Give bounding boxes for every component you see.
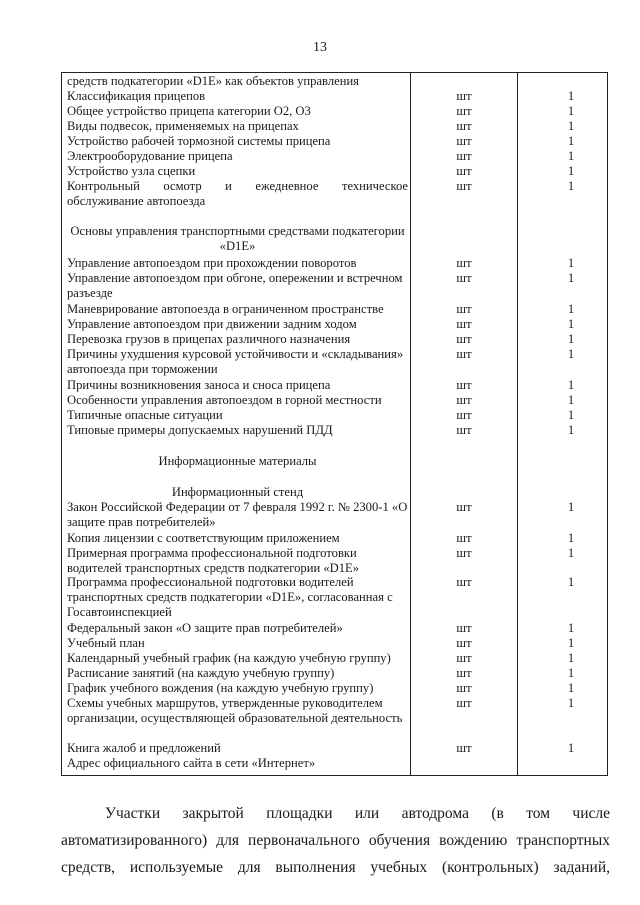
row-quantity: 1 bbox=[567, 408, 575, 422]
row-quantity: 1 bbox=[567, 149, 575, 163]
row-quantity: 1 bbox=[567, 531, 575, 545]
row-quantity: 1 bbox=[567, 681, 575, 695]
page-number: 13 bbox=[313, 40, 327, 55]
table-bottom-border bbox=[61, 775, 608, 776]
row-unit: шт bbox=[456, 179, 472, 193]
row-unit: шт bbox=[456, 164, 472, 178]
row-name: Адрес официального сайта в сети «Интернет» bbox=[67, 756, 316, 770]
row-unit: шт bbox=[456, 119, 472, 133]
row-quantity: 1 bbox=[567, 636, 575, 650]
row-name: Виды подвесок, применяемых на прицепах bbox=[67, 119, 299, 133]
row-unit: шт bbox=[456, 317, 472, 331]
row-name: Календарный учебный график (на каждую учебную группу) bbox=[67, 651, 391, 665]
row-quantity: 1 bbox=[567, 271, 575, 285]
paragraph-line-2: автоматизированного) для первоначального обучения вождению транспортных bbox=[61, 832, 610, 849]
row-unit: шт bbox=[456, 393, 472, 407]
row-name: Закон Российской Федерации от 7 февраля 1992 г. № 2300-1 «О защите прав потребителей» bbox=[67, 500, 408, 529]
row-unit: шт bbox=[456, 546, 472, 560]
row-name: Информационные материалы bbox=[158, 454, 317, 468]
row-name: Классификация прицепов bbox=[67, 89, 206, 103]
row-name: Управление автопоездом при движении задним ходом bbox=[67, 317, 357, 331]
row-unit: шт bbox=[456, 89, 472, 103]
row-name: Электрооборудование прицепа bbox=[67, 149, 233, 163]
row-quantity: 1 bbox=[567, 89, 575, 103]
row-name: Информационный стенд bbox=[171, 485, 304, 499]
row-name: Основы управления транспортными средствами подкатегории «D1E» bbox=[70, 224, 405, 253]
row-name: Программа профессиональной подготовки водителей транспортных средств подкатегории «D1E», согласованная с Госавтоинспекцией bbox=[67, 575, 393, 619]
row-quantity: 1 bbox=[567, 651, 575, 665]
row-unit: шт bbox=[456, 408, 472, 422]
row-name: Устройство рабочей тормозной системы прицепа bbox=[67, 134, 331, 148]
row-name: Причины возникновения заноса и сноса прицепа bbox=[67, 378, 331, 392]
row-unit: шт bbox=[456, 636, 472, 650]
row-unit: шт bbox=[456, 666, 472, 680]
row-name: Маневрирование автопоезда в ограниченном пространстве bbox=[67, 302, 384, 316]
row-name: Общее устройство прицепа категории О2, О3 bbox=[67, 104, 311, 118]
row-unit: шт bbox=[456, 531, 472, 545]
row-name bbox=[67, 179, 408, 209]
row-quantity: 1 bbox=[567, 575, 575, 589]
row-quantity: 1 bbox=[567, 347, 575, 361]
row-unit: шт bbox=[456, 423, 472, 437]
row-unit: шт bbox=[456, 696, 472, 710]
row-unit: шт bbox=[456, 256, 472, 270]
row-quantity: 1 bbox=[567, 256, 575, 270]
row-unit: шт bbox=[456, 681, 472, 695]
row-name: Типичные опасные ситуации bbox=[67, 408, 223, 422]
row-name: Устройство узла сцепки bbox=[67, 164, 196, 178]
row-unit: шт bbox=[456, 149, 472, 163]
row-unit: шт bbox=[456, 575, 472, 589]
row-unit: шт bbox=[456, 621, 472, 635]
table-border-left bbox=[61, 72, 62, 776]
paragraph-line-3: средств, используемые для выполнения учебных (контрольных) заданий, bbox=[61, 859, 610, 876]
row-quantity: 1 bbox=[567, 164, 575, 178]
table-divider-unit-qty bbox=[517, 72, 518, 776]
row-name: Управление автопоездом при обгоне, опережении и встречном разъезде bbox=[67, 271, 403, 300]
row-unit: шт bbox=[456, 271, 472, 285]
row-quantity: 1 bbox=[567, 741, 575, 755]
row-quantity: 1 bbox=[567, 500, 575, 514]
row-name: Типовые примеры допускаемых нарушений ПДД bbox=[67, 423, 333, 437]
row-name: средств подкатегории «D1E» как объектов управления bbox=[67, 74, 359, 88]
row-quantity: 1 bbox=[567, 393, 575, 407]
row-quantity: 1 bbox=[567, 621, 575, 635]
row-unit: шт bbox=[456, 651, 472, 665]
row-name: Расписание занятий (на каждую учебную группу) bbox=[67, 666, 335, 680]
row-quantity: 1 bbox=[567, 302, 575, 316]
row-name-line-2: обслуживание автопоезда bbox=[67, 194, 206, 208]
row-quantity: 1 bbox=[567, 134, 575, 148]
row-unit: шт bbox=[456, 500, 472, 514]
row-name: Федеральный закон «О защите прав потребителей» bbox=[67, 621, 343, 635]
body-paragraph bbox=[61, 800, 610, 881]
row-name: Учебный план bbox=[67, 636, 145, 650]
row-unit: шт bbox=[456, 347, 472, 361]
row-quantity: 1 bbox=[567, 179, 575, 193]
row-quantity: 1 bbox=[567, 332, 575, 346]
row-name: Перевозка грузов в прицепах различного назначения bbox=[67, 332, 351, 346]
equipment-table bbox=[61, 72, 608, 776]
row-unit: шт bbox=[456, 332, 472, 346]
row-unit: шт bbox=[456, 378, 472, 392]
row-name: Причины ухудшения курсовой устойчивости и «складывания» автопоезда при торможении bbox=[67, 347, 404, 376]
row-name: Схемы учебных маршрутов, утвержденные руководителем организации, осуществляющей образовательной деятельность bbox=[67, 696, 403, 725]
row-quantity: 1 bbox=[567, 119, 575, 133]
row-unit: шт bbox=[456, 104, 472, 118]
row-quantity: 1 bbox=[567, 423, 575, 437]
row-name: Книга жалоб и предложений bbox=[67, 741, 221, 755]
row-quantity: 1 bbox=[567, 666, 575, 680]
row-quantity: 1 bbox=[567, 378, 575, 392]
row-unit: шт bbox=[456, 741, 472, 755]
table-top-border bbox=[61, 72, 608, 73]
paragraph-line-1: Участки закрытой площадки или автодрома (в том числе bbox=[105, 805, 610, 822]
row-unit: шт bbox=[456, 134, 472, 148]
row-name: Управление автопоездом при прохождении поворотов bbox=[67, 256, 357, 270]
row-quantity: 1 bbox=[567, 104, 575, 118]
table-divider-name-unit bbox=[410, 72, 411, 776]
row-name: Особенности управления автопоездом в горной местности bbox=[67, 393, 382, 407]
row-quantity: 1 bbox=[567, 317, 575, 331]
row-unit: шт bbox=[456, 302, 472, 316]
row-quantity: 1 bbox=[567, 696, 575, 710]
row-quantity: 1 bbox=[567, 546, 575, 560]
row-name: Примерная программа профессиональной подготовки водителей транспортных средств подкатегории «D1E» bbox=[67, 546, 360, 575]
row-name: График учебного вождения (на каждую учебную группу) bbox=[67, 681, 374, 695]
row-name-line-1: Контрольный осмотр и ежедневное техническое bbox=[67, 179, 408, 193]
row-name: Копия лицензии с соответствующим приложением bbox=[67, 531, 340, 545]
